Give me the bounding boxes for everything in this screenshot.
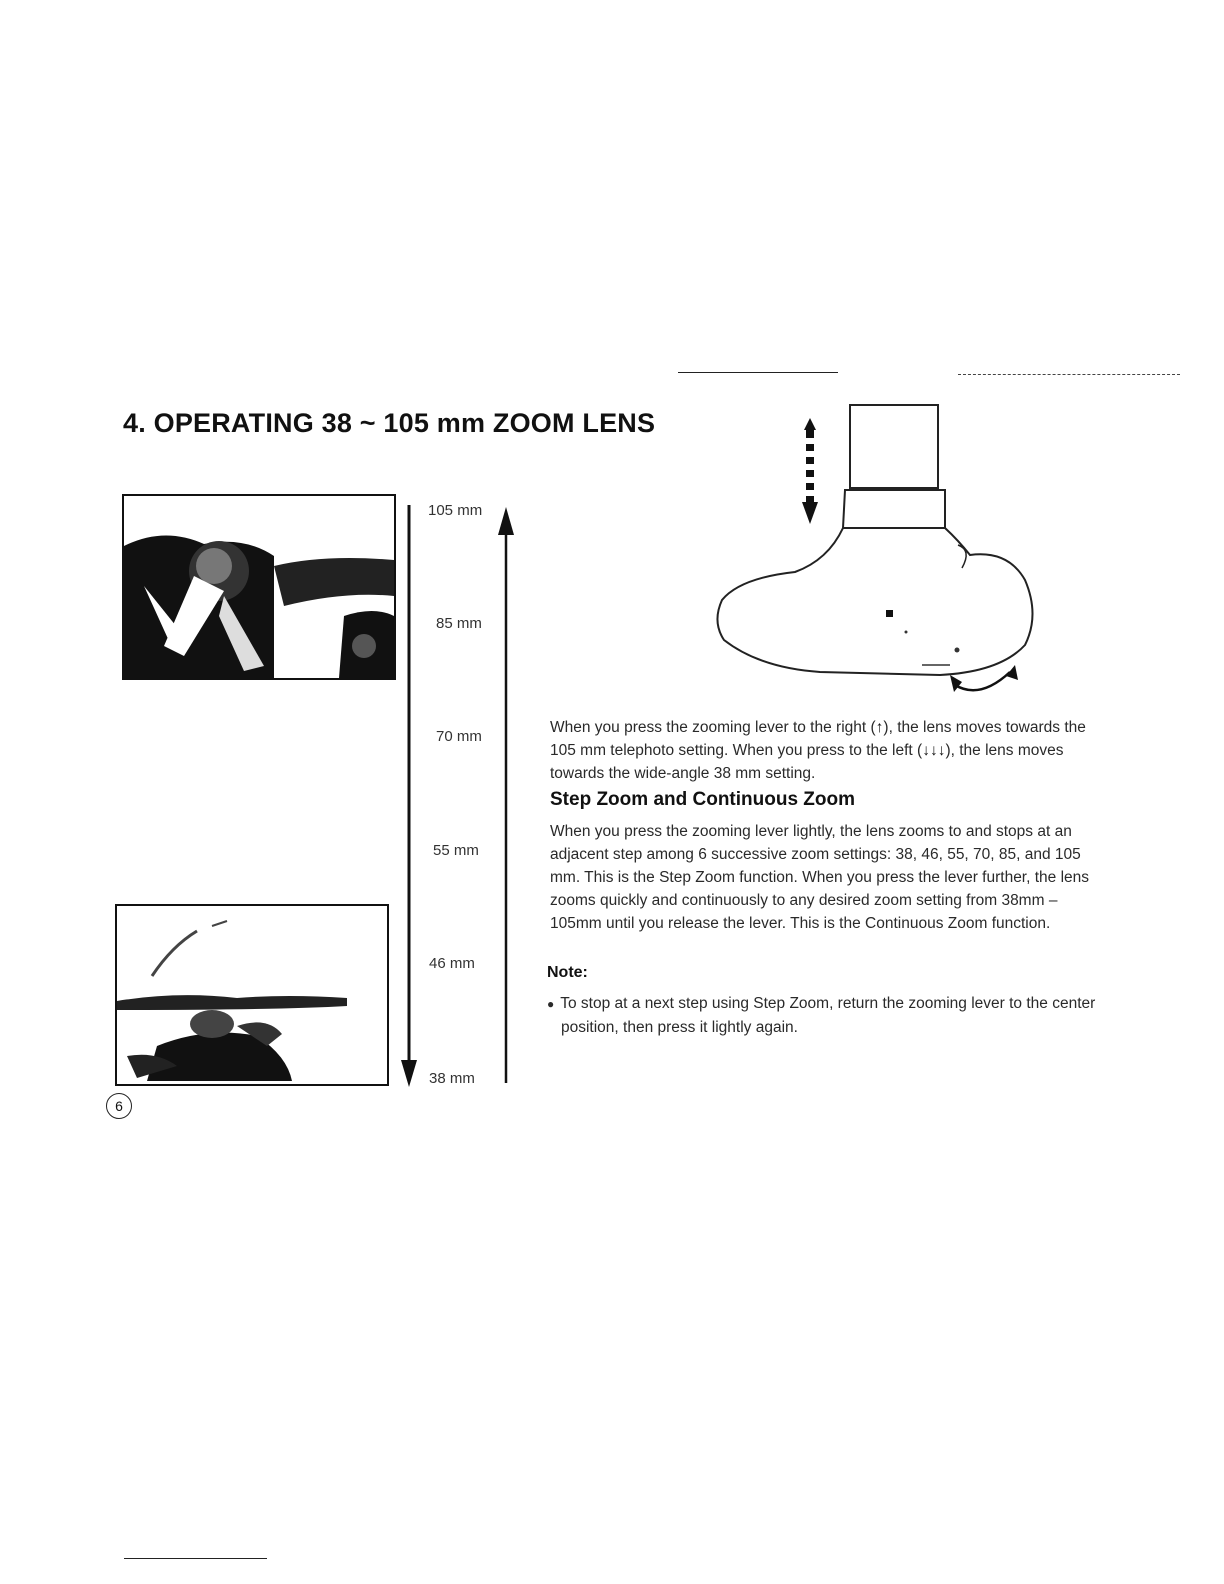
camera-zoom-lever-illustration bbox=[700, 400, 1050, 725]
zoom-scale bbox=[395, 495, 525, 1095]
scale-label-85: 85 mm bbox=[436, 615, 482, 632]
intro-text-1: When you press the zooming lever to the right ( bbox=[550, 719, 876, 736]
page-title: 4. OPERATING 38 ~ 105 mm ZOOM LENS bbox=[123, 408, 656, 438]
telephoto-arrow-icon: ↑ bbox=[875, 719, 884, 736]
scale-label-46: 46 mm bbox=[429, 955, 475, 972]
scale-label-55: 55 mm bbox=[433, 842, 479, 859]
scale-label-105: 105 mm bbox=[428, 502, 483, 519]
bullet-icon: ● bbox=[547, 997, 555, 1011]
note-label: Note: bbox=[547, 964, 588, 981]
wide-angle-arrow-icon: ↓↓↓ bbox=[922, 742, 946, 759]
step-zoom-body: When you press the zooming lever lightly, the lens zooms to and stops at an adjacent step among 6 successive zoom settings: 38, 46, 55, 70, 85, and 105 mm. This is the Step Zoom function. When you press the lever further, the lens zooms quickly and continuously to any desired zoom setting from 38mm – 105mm until you release the lever. This is the Continuous Zoom function. bbox=[550, 823, 1090, 932]
scale-label-70: 70 mm bbox=[436, 728, 482, 745]
step-zoom-heading: Step Zoom and Continuous Zoom bbox=[550, 789, 856, 810]
note-item bbox=[547, 992, 1121, 1039]
telephoto-photo bbox=[122, 494, 396, 680]
scale-label-38: 38 mm bbox=[429, 1070, 475, 1087]
page-number: 6 bbox=[106, 1093, 132, 1119]
bottom-rule bbox=[124, 1558, 267, 1559]
wide-angle-photo bbox=[115, 904, 389, 1086]
note-item-text: To stop at a next step using Step Zoom, return the zooming lever to the center position, then press it lightly again. bbox=[560, 995, 1096, 1036]
intro-text-3: ), the lens moves towards the wide-angle 38 mm setting. bbox=[550, 742, 1064, 782]
top-rule-right bbox=[958, 374, 1180, 375]
top-rule-left bbox=[678, 372, 838, 373]
intro-text-2: ), the lens moves towards the 105 mm telephoto setting. When you press to the left ( bbox=[550, 719, 1086, 759]
intro-paragraph bbox=[550, 716, 1110, 785]
